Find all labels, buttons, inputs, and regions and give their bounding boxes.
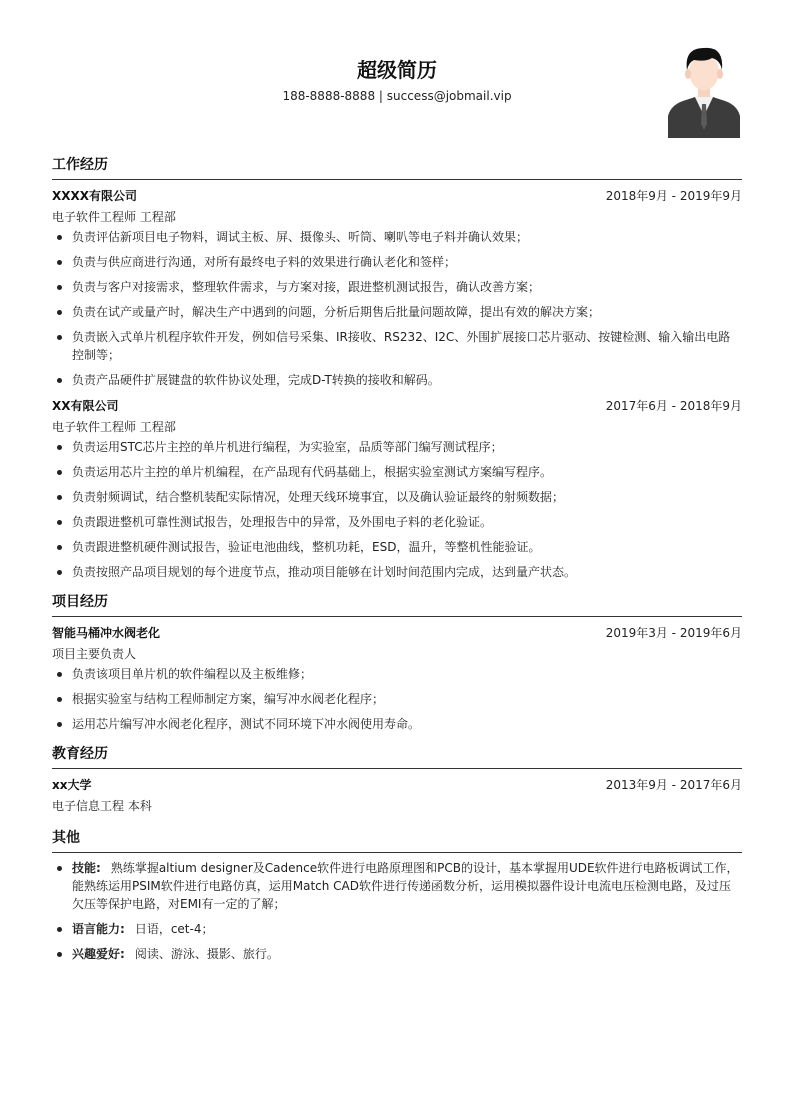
item-text: 熟练掌握altium designer及Cadence软件进行电路原理图和PCB的设计，基本掌握用UDE软件进行电路板调试工作，能熟练运用PSIM软件进行电路仿真，运用Match CAD软件进行传递函数分析，运用模拟器件设计电流电压检测电路，及过压欠压等保护电路，对EMI有一定的了解； xyxy=(72,861,739,911)
item-label: 兴趣爱好: xyxy=(72,947,125,961)
item-label: 技能: xyxy=(72,861,101,875)
list-item xyxy=(52,859,742,913)
job-role: 电子软件工程师 工程部 xyxy=(52,210,176,224)
education-section xyxy=(52,743,742,817)
company-name: XX有限公司 xyxy=(52,399,119,413)
list-item: 负责嵌入式单片机程序软件开发，例如信号采集、IR接收、RS232、I2C、外围扩展接口芯片驱动、按键检测、输入输出电路控制等； xyxy=(52,328,742,364)
school-name: xx大学 xyxy=(52,778,92,792)
entry-date: 2018年9月 - 2019年9月 xyxy=(605,189,742,203)
other-section xyxy=(52,827,742,963)
entry-date: 2017年6月 - 2018年9月 xyxy=(605,399,742,413)
bullet-list xyxy=(52,859,742,963)
list-item: 运用芯片编写冲水阀老化程序，测试不同环境下冲水阀使用寿命。 xyxy=(52,715,742,733)
list-item: 负责产品硬件扩展键盘的软件协议处理，完成D-T转换的接收和解码。 xyxy=(52,371,742,389)
major-degree: 电子信息工程 本科 xyxy=(52,799,152,813)
project-entry xyxy=(52,623,742,733)
work-experience-section xyxy=(52,154,742,581)
list-item: 负责评估新项目电子物料，调试主板、屏、摄像头、听筒、喇叭等电子料并确认效果； xyxy=(52,228,742,246)
list-item: 负责按照产品项目规划的每个进度节点，推动项目能够在计划时间范围内完成，达到量产状态。 xyxy=(52,563,742,581)
section-title-other: 其他 xyxy=(52,827,742,853)
company-name: XXXX有限公司 xyxy=(52,189,138,203)
resume-header xyxy=(0,0,794,150)
list-item: 负责该项目单片机的软件编程以及主板维修； xyxy=(52,665,742,683)
list-item: 负责与客户对接需求，整理软件需求，与方案对接，跟进整机测试报告，确认改善方案； xyxy=(52,278,742,296)
resume-name: 超级简历 xyxy=(357,58,437,82)
list-item xyxy=(52,920,742,938)
resume-content xyxy=(52,152,742,973)
entry-header xyxy=(52,396,742,416)
section-title-project: 项目经历 xyxy=(52,591,742,617)
job-role: 电子软件工程师 工程部 xyxy=(52,420,176,434)
entry-header xyxy=(52,775,742,795)
entry-date: 2019年3月 - 2019年6月 xyxy=(605,626,742,640)
item-label: 语言能力: xyxy=(72,922,125,936)
project-role: 项目主要负责人 xyxy=(52,647,137,661)
bullet-list xyxy=(52,228,742,389)
list-item xyxy=(52,945,742,963)
list-item: 负责运用芯片主控的单片机编程，在产品现有代码基础上，根据实验室测试方案编写程序。 xyxy=(52,463,742,481)
list-item: 负责跟进整机硬件测试报告，验证电池曲线，整机功耗，ESD，温升，等整机性能验证。 xyxy=(52,538,742,556)
project-experience-section xyxy=(52,591,742,733)
project-name: 智能马桶冲水阀老化 xyxy=(52,626,161,640)
list-item: 负责与供应商进行沟通，对所有最终电子料的效果进行确认老化和签样； xyxy=(52,253,742,271)
avatar xyxy=(668,44,740,138)
list-item: 负责跟进整机可靠性测试报告，处理报告中的异常，及外围电子料的老化验证。 xyxy=(52,513,742,531)
list-item: 负责在试产或量产时，解决生产中遇到的问题，分析后期售后批量问题故障，提出有效的解决方案； xyxy=(52,303,742,321)
entry-date: 2013年9月 - 2017年6月 xyxy=(605,778,742,792)
list-item: 根据实验室与结构工程师制定方案，编写冲水阀老化程序； xyxy=(52,690,742,708)
work-entry xyxy=(52,396,742,581)
entry-header xyxy=(52,186,742,206)
item-text: 日语，cet-4； xyxy=(134,922,214,936)
bullet-list xyxy=(52,665,742,733)
item-text: 阅读、游泳、摄影、旅行。 xyxy=(134,947,279,961)
section-title-education: 教育经历 xyxy=(52,743,742,769)
work-entry xyxy=(52,186,742,389)
section-title-work: 工作经历 xyxy=(52,154,742,180)
contact-info: 188-8888-8888 | success@jobmail.vip xyxy=(282,89,512,103)
list-item: 负责射频调试，结合整机装配实际情况，处理天线环境事宜，以及确认验证最终的射频数据； xyxy=(52,488,742,506)
bullet-list xyxy=(52,438,742,581)
entry-header xyxy=(52,623,742,643)
list-item: 负责运用STC芯片主控的单片机进行编程，为实验室，品质等部门编写测试程序； xyxy=(52,438,742,456)
